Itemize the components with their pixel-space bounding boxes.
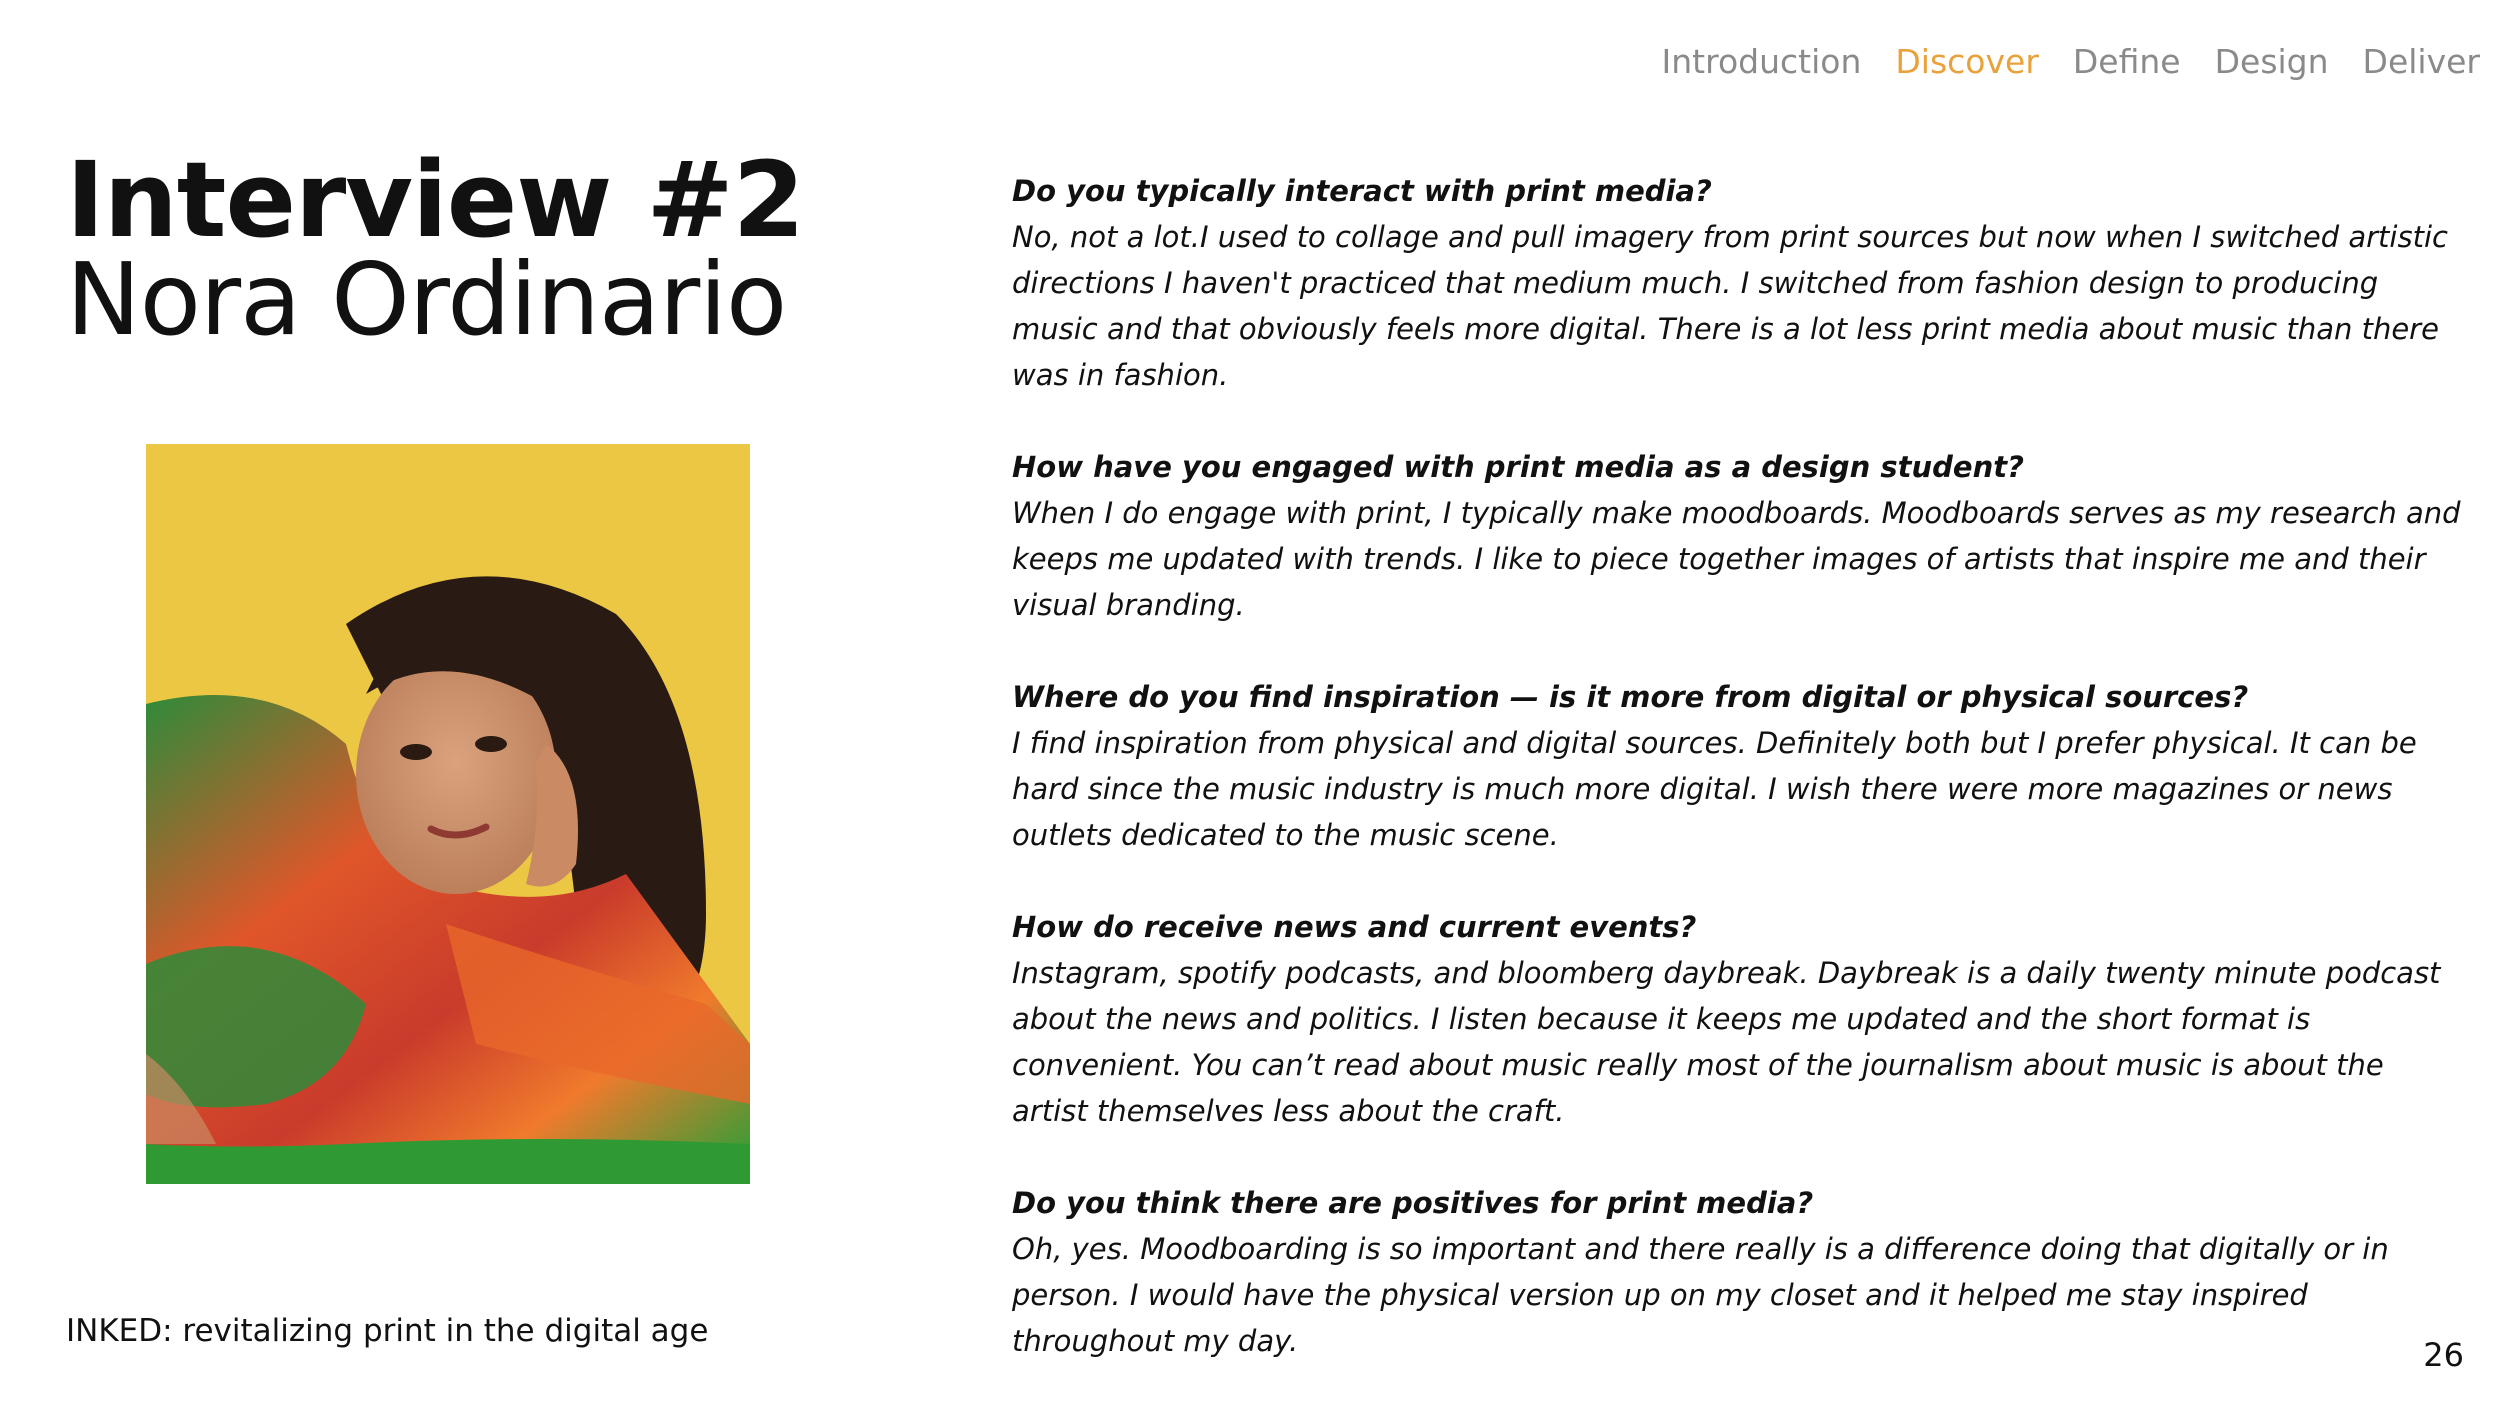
interviewee-name-heading: Nora Ordinario [66, 241, 787, 358]
interview-answer: Instagram, spotify podcasts, and bloomberg daybreak. Daybreak is a daily twenty minute podcast about the news and politics. I listen because it keeps me updated and the short format is convenient. You can’t read about music really most of the journalism about music is about the artist themselves less about the craft. [1012, 956, 2441, 1128]
interview-answer: I find inspiration from physical and digital sources. Definitely both but I prefer physical. It can be hard since the music industry is much more digital. I wish there were more magazines or news outlets dedicated to the music scene. [1012, 726, 2417, 852]
interview-answer: Oh, yes. Moodboarding is so important and there really is a difference doing that digitally or in person. I would have the physical version up on my closet and it helped me stay inspired throughout my day. [1012, 1232, 2389, 1358]
interview-question: How do receive news and current events? [1012, 910, 1697, 944]
interviewee-portrait-photo [146, 444, 750, 1184]
interview-question: Do you think there are positives for print media? [1012, 1186, 1814, 1220]
qa-item [1012, 674, 2462, 858]
qa-item [1012, 444, 2462, 628]
nav-item-discover[interactable]: Discover [1895, 42, 2039, 81]
interview-number-heading: Interview #2 [66, 139, 805, 261]
footer-project-title: INKED: revitalizing print in the digital age [66, 1313, 709, 1349]
qa-item [1012, 904, 2462, 1134]
nav-item-deliver[interactable]: Deliver [2362, 42, 2480, 81]
nav-item-introduction[interactable]: Introduction [1661, 42, 1862, 81]
section-nav [1662, 42, 2480, 81]
interview-answer: When I do engage with print, I typically make moodboards. Moodboards serves as my research and keeps me updated with trends. I like to piece together images of artists that inspire me and their visual branding. [1012, 496, 2461, 622]
interview-question: Where do you find inspiration — is it more from digital or physical sources? [1012, 680, 2249, 714]
qa-item [1012, 1180, 2462, 1364]
interview-question: How have you engaged with print media as a design student? [1012, 450, 2024, 484]
nav-item-define[interactable]: Define [2072, 42, 2181, 81]
qa-item [1012, 168, 2462, 398]
interview-question: Do you typically interact with print media? [1012, 174, 1712, 208]
page-title [66, 139, 966, 358]
nav-item-design[interactable]: Design [2214, 42, 2329, 81]
interview-transcript [1012, 168, 2462, 1410]
interview-answer: No, not a lot.I used to collage and pull imagery from print sources but now when I switched artistic directions I haven't practiced that medium much. I switched from fashion design to producing music and that obviously feels more digital. There is a lot less print media about music than there was in fashion. [1012, 220, 2448, 392]
page-number: 26 [2423, 1336, 2464, 1374]
